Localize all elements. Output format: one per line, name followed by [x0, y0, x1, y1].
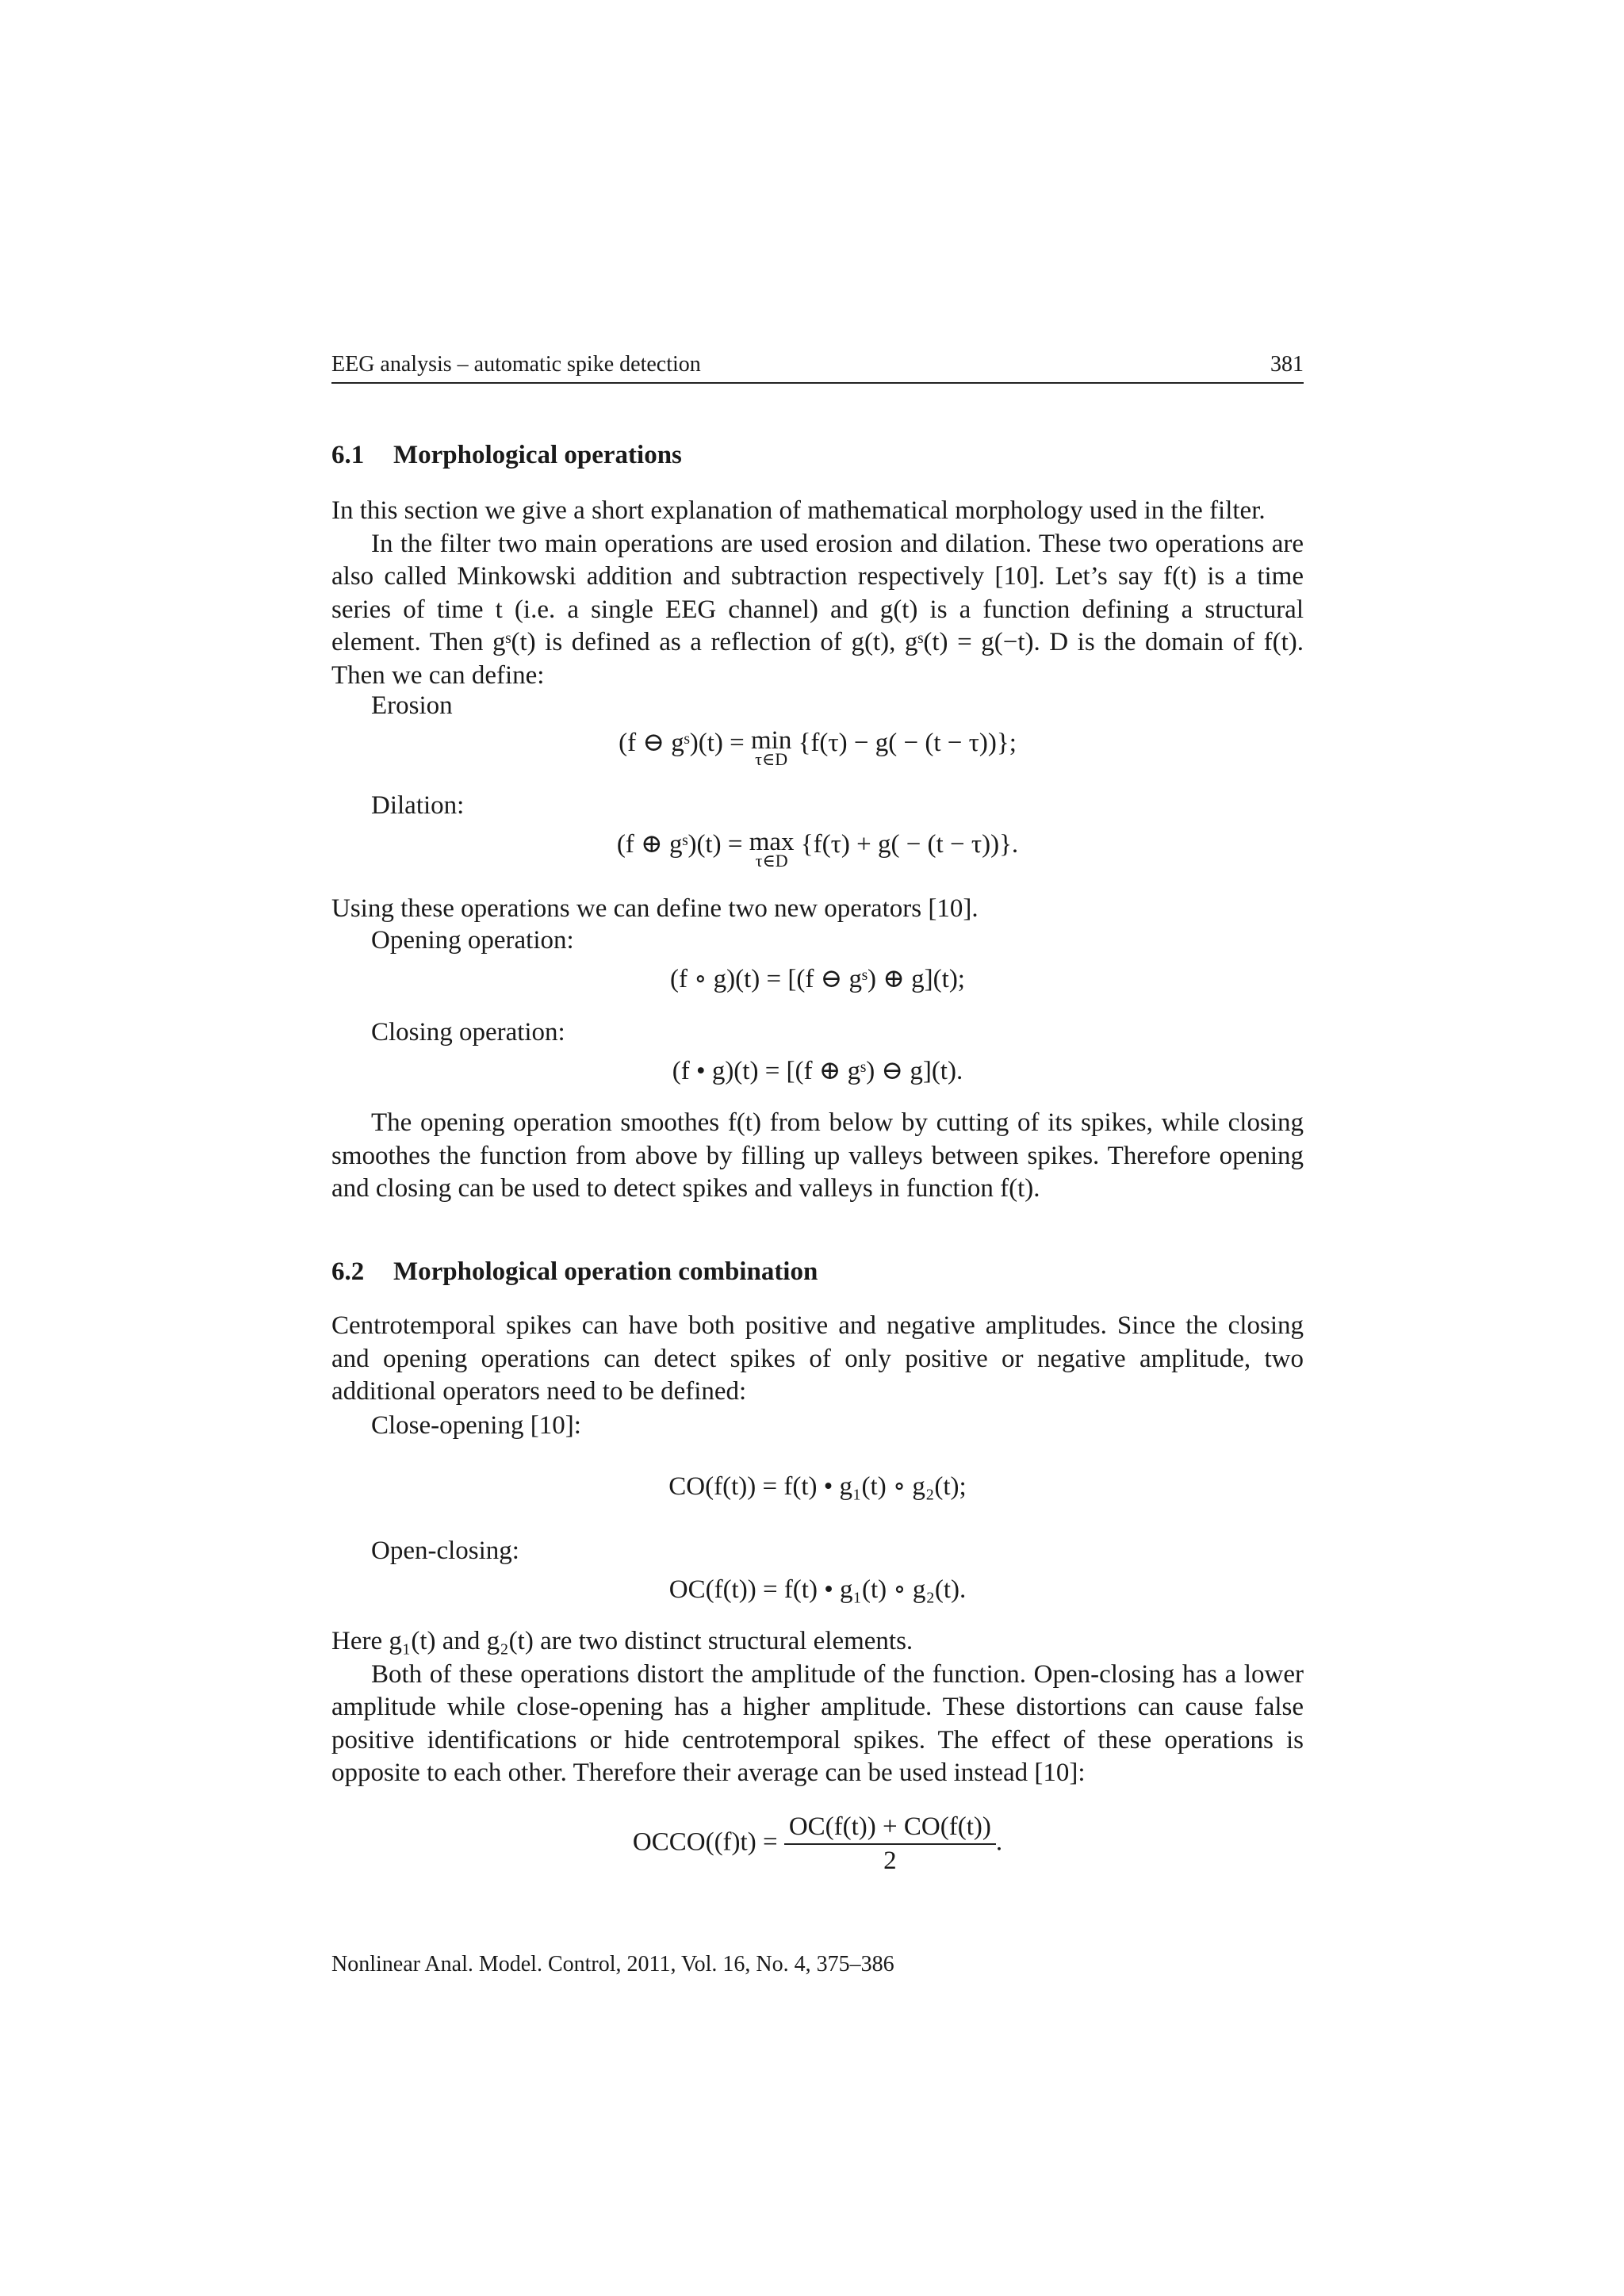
footer-citation: Nonlinear Anal. Model. Control, 2011, Vol. 16, No. 4, 375–386 — [331, 1952, 894, 1976]
close-opening-label: Close-opening [10]: — [371, 1411, 581, 1440]
paragraph: The opening operation smoothes f(t) from below by cutting of its spikes, while closing smoothes the function from above by filling up valleys between spikes. Therefore opening and closing can be used to detect spikes and valleys in function f(t). — [331, 1108, 1304, 1203]
equation-part: . — [995, 1827, 1003, 1857]
erosion-label: Erosion — [371, 691, 453, 720]
equation-part: (f ⊕ gˢ)(t) = — [616, 830, 749, 859]
open-closing-label: Open-closing: — [371, 1536, 519, 1565]
equation-part: {f(τ) + g( − (t − τ))}. — [794, 830, 1019, 859]
section-heading-6-1 — [331, 441, 682, 470]
close-opening-equation: CO(f(t)) = f(t) • g₁(t) ∘ g₂(t); — [668, 1472, 967, 1501]
fraction-numerator: OC(f(t)) + CO(f(t)) — [784, 1812, 996, 1845]
running-header — [331, 350, 1304, 384]
paragraph: Centrotemporal spikes can have both positive and negative amplitudes. Since the closing and opening operations can detect spikes of only positive or negative amplitude, two additional operators need to be defined: — [331, 1311, 1304, 1406]
open-closing-equation: OC(f(t)) = f(t) • g₁(t) ∘ g₂(t). — [668, 1575, 967, 1604]
section-6-1-body — [331, 495, 1304, 692]
operator-text: max — [749, 828, 795, 856]
max-operator — [749, 828, 795, 871]
closing-label: Closing operation: — [371, 1018, 565, 1047]
equation-part: OCCO((f)t) = — [632, 1827, 784, 1857]
equation-part: {f(τ) − g( − (t − τ))}; — [791, 729, 1017, 757]
paragraph: In the filter two main operations are used erosion and dilation. These two operations are also called Minkowski addition and subtraction respectively [10]. Let’s say f(t) is a time series of time t (i.e. a single EEG channel) and g(t) is a function defining a structural element. Then gˢ(t) is defined as a reflection of g(t), gˢ(t) = g(−t). D is the domain of f(t). Then we can define: — [331, 529, 1304, 690]
paragraph: Using these operations we can define two new operators [10]. — [331, 894, 979, 923]
operator-text: min — [751, 726, 792, 755]
fraction-denominator: 2 — [883, 1846, 897, 1875]
section-number: 6.2 — [331, 1257, 365, 1286]
operator-subscript: τ∈D — [755, 749, 788, 769]
equation-part: (f ⊖ gˢ)(t) = — [619, 729, 751, 757]
dilation-equation — [331, 828, 1304, 871]
section-title: Morphological operations — [393, 441, 682, 469]
section-title: Morphological operation combination — [393, 1257, 818, 1286]
section-heading-6-2 — [331, 1257, 818, 1287]
section-number: 6.1 — [331, 441, 365, 469]
operator-subscript: τ∈D — [755, 851, 788, 871]
paragraph: In this section we give a short explanation of mathematical morphology used in the filter. — [331, 496, 1266, 525]
opening-label: Opening operation: — [371, 926, 574, 955]
erosion-equation — [331, 726, 1304, 770]
fraction — [784, 1812, 996, 1876]
closing-equation: (f • g)(t) = [(f ⊕ gˢ) ⊖ g](t). — [672, 1057, 963, 1085]
occo-equation — [331, 1812, 1304, 1876]
running-title: EEG analysis – automatic spike detection — [331, 352, 701, 377]
page-number: 381 — [1270, 352, 1304, 377]
section-6-2-body — [331, 1625, 1304, 1790]
opening-equation: (f ∘ g)(t) = [(f ⊖ gˢ) ⊕ g](t); — [670, 965, 965, 993]
paragraph: Here g₁(t) and g₂(t) are two distinct structural elements. — [331, 1627, 914, 1655]
min-operator — [751, 726, 791, 770]
paragraph: Both of these operations distort the amplitude of the function. Open-closing has a lower amplitude while close-opening has a higher amplitude. These distortions can cause false positive identifications or hide centrotemporal spikes. The effect of these operations is opposite to each other. Therefore their average can be used instead [10]: — [331, 1659, 1304, 1787]
dilation-label: Dilation: — [371, 791, 465, 820]
